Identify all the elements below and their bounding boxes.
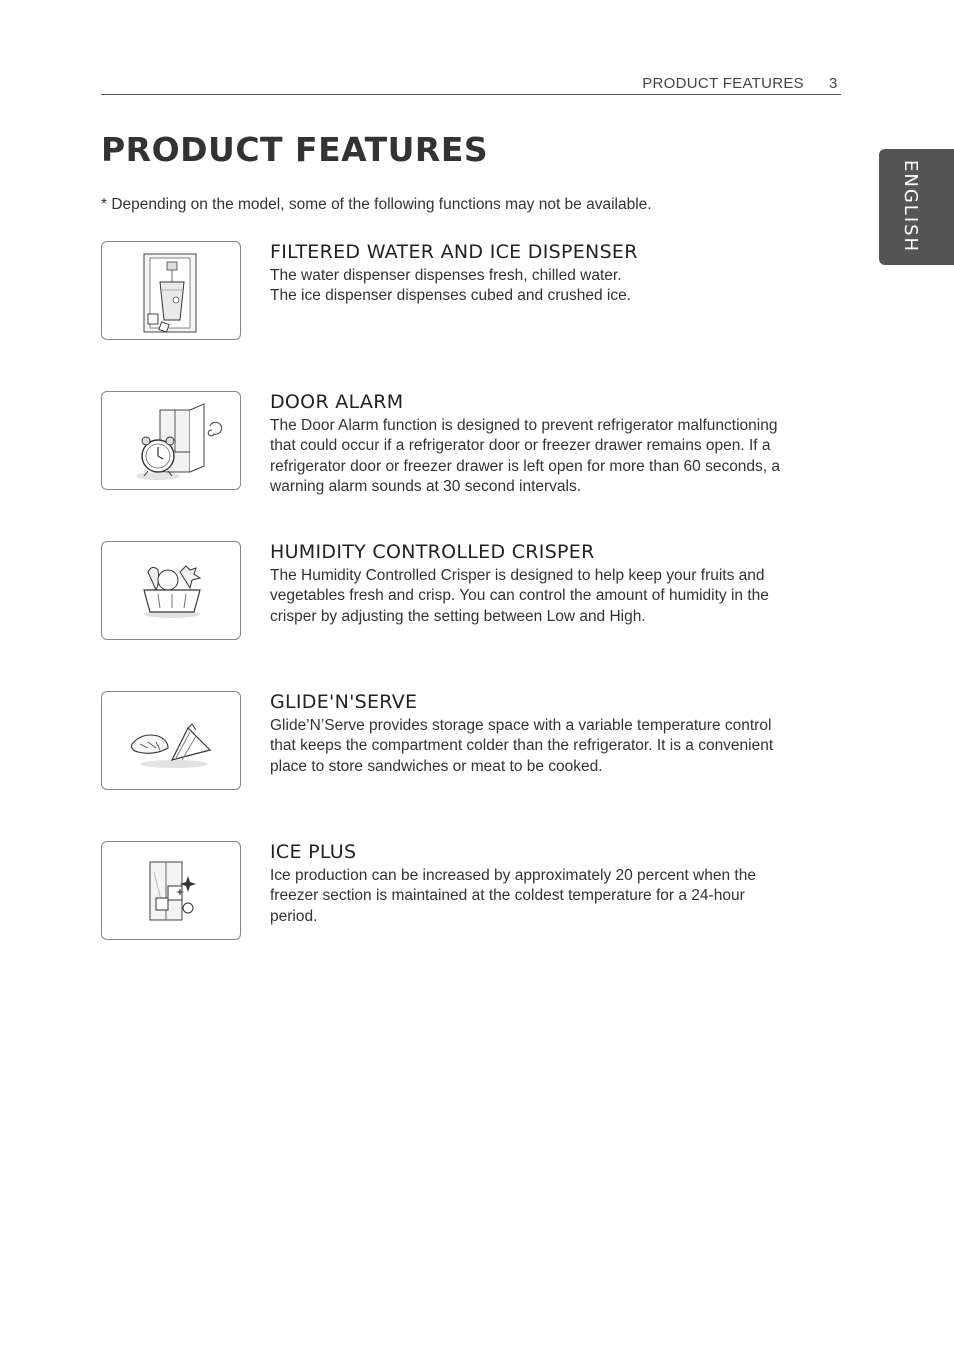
page-number: 3 — [829, 75, 838, 92]
sandwich-icon — [102, 692, 242, 791]
crisper-icon — [102, 542, 242, 641]
water-dispenser-icon — [102, 242, 242, 341]
feature-title: DOOR ALARM — [270, 391, 404, 413]
feature-title: HUMIDITY CONTROLLED CRISPER — [270, 541, 595, 563]
feature-icon-box — [101, 391, 241, 490]
feature-title: GLIDE'N'SERVE — [270, 691, 418, 713]
feature-description: The water dispenser dispenses fresh, chilled water. The ice dispenser dispenses cubed and crushed ice. — [270, 267, 632, 305]
feature-icon-box — [101, 841, 241, 940]
feature-description: Glide’N’Serve provides storage space with a variable temperature control that keeps the compartment colder than the refrigerator. It is a convenient place to store sandwiches or meat to be cooked. — [270, 717, 774, 775]
header-rule — [101, 94, 841, 95]
feature-icon-box — [101, 241, 241, 340]
feature-description: The Door Alarm function is designed to prevent refrigerator malfunctioning that could occur if a refrigerator door or freezer drawer remains open. If a refrigerator door or freezer drawer is left open for more than 60 seconds, a warning alarm sounds at 30 second intervals. — [270, 417, 781, 495]
feature-icon-box — [101, 541, 241, 640]
ice-plus-icon — [102, 842, 242, 941]
feature-icon-box — [101, 691, 241, 790]
feature-title: ICE PLUS — [270, 841, 357, 863]
page-title: PRODUCT FEATURES — [101, 130, 489, 169]
door-alarm-icon — [102, 392, 242, 491]
availability-note: * Depending on the model, some of the following functions may not be available. — [101, 196, 652, 213]
feature-title: FILTERED WATER AND ICE DISPENSER — [270, 241, 638, 263]
running-title: PRODUCT FEATURES — [642, 75, 804, 92]
feature-description: Ice production can be increased by approximately 20 percent when the freezer section is maintained at the coldest temperature for a 24-hour period. — [270, 867, 756, 925]
feature-description: The Humidity Controlled Crisper is designed to help keep your fruits and vegetables fresh and crisp. You can control the amount of humidity in the crisper by adjusting the setting between Low and High. — [270, 567, 769, 625]
language-tab-label: ENGLISH — [900, 160, 921, 254]
language-tab[interactable] — [879, 149, 954, 265]
